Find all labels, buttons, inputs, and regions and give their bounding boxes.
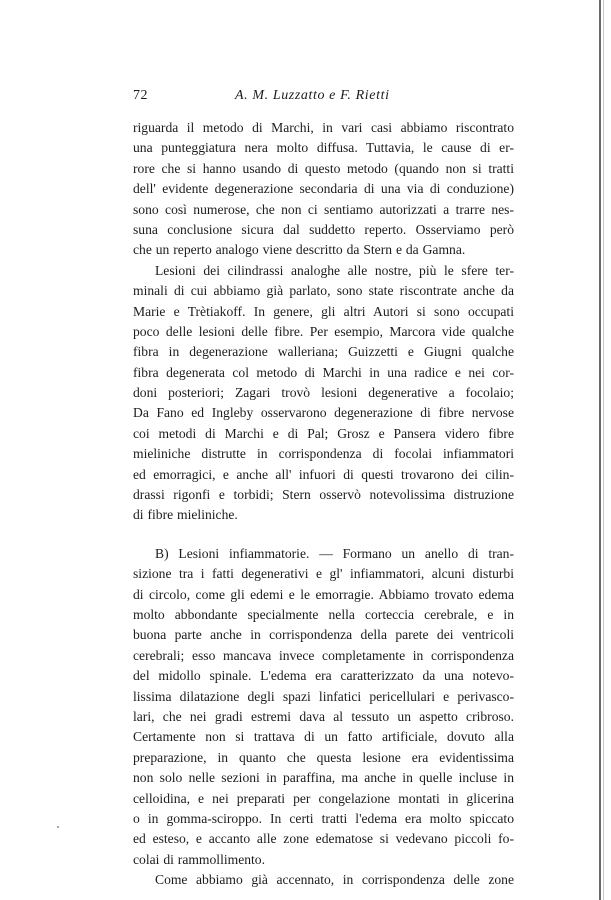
section-gap xyxy=(133,526,514,544)
text-line: o in gomma-sciroppo. In certi tratti l'edema era molto spiccato xyxy=(133,810,514,826)
text-line: suna conclusione sicura dal suddetto reperto. Osserviamo però xyxy=(133,221,514,237)
page-header xyxy=(133,88,514,110)
text-line: cerebrali; esso mancava invece completamente in corrispondenza xyxy=(133,647,514,663)
page-edge-shadow xyxy=(599,0,601,900)
text-line: sizione tra i fatti degenerativi e gl' infiammatori, alcuni disturbi xyxy=(133,566,514,582)
text-line: coi metodi di Marchi e di Pal; Grosz e Pansera videro fibre xyxy=(133,425,514,441)
text-line: che un reperto analogo viene descritto da Stern e da Gamna. xyxy=(133,242,466,258)
running-head: A. M. Luzzatto e F. Rietti xyxy=(235,88,390,103)
text-line: rore che si hanno usando di questo metodo (quando non si tratti xyxy=(133,160,514,176)
text-line: drassi rigonfi e torbidi; Stern osservò notevolissima distruzione xyxy=(133,487,514,503)
text-line: del midollo spinale. L'edema era caratterizzato da una notevo- xyxy=(133,668,514,684)
text-line: fibra degenerata col metodo di Marchi in una radice e nei cor- xyxy=(133,364,514,380)
page-edge-shadow-inner xyxy=(603,0,604,900)
text-line: doni posteriori; Zagari trovò lesioni degenerative a focolaio; xyxy=(133,385,514,401)
text-line: lari, che nei gradi estremi dava al tessuto un aspetto cribroso. xyxy=(133,708,514,724)
text-line: Certamente non si trattava di un fatto artificiale, dovuto alla xyxy=(133,729,514,745)
text-line: non solo nelle sezioni in paraffina, ma anche in quelle incluse in xyxy=(133,770,514,786)
text-line: minali di cui abbiamo già parlato, sono state riscontrate anche da xyxy=(133,283,514,299)
text-line: una punteggiatura nera molto diffusa. Tuttavia, le cause di er- xyxy=(133,140,514,156)
text-line: buona parte anche in corrispondenza della parete dei ventricoli xyxy=(133,627,514,643)
paragraph-3 xyxy=(133,544,514,870)
page-number: 72 xyxy=(133,88,148,103)
body-text xyxy=(133,118,514,890)
text-line: mieliniche distrutte in corrispondenza di focolai infiammatori xyxy=(133,446,514,462)
text-line: molto abbondante specialmente nella corteccia cerebrale, e in xyxy=(133,606,514,622)
text-line: lissima dilatazione degli spazi linfatici pericellulari e perivasco- xyxy=(133,688,514,704)
text-line: ed emorragici, e anche all' infuori di questi trovarono dei cilin- xyxy=(133,466,514,482)
section-heading-line: B) Lesioni infiammatorie. — Formano un anello di tran- xyxy=(155,545,514,561)
text-line: Da Fano ed Ingleby osservarono degenerazione di fibre nervose xyxy=(133,405,514,421)
scan-speck xyxy=(57,826,59,828)
text-line: dell' evidente degenerazione secondaria di una via di conduzione) xyxy=(133,181,514,197)
text-line: di circolo, come gli edemi e le emorragie. Abbiamo trovato edema xyxy=(133,586,514,602)
text-line: di fibre mieliniche. xyxy=(133,507,238,523)
text-line: sono così numerose, che non ci sentiamo autorizzati a trarre nes- xyxy=(133,201,514,217)
paragraph-4 xyxy=(133,870,514,890)
text-line: Lesioni dei cilindrassi analoghe alle nostre, più le sfere ter- xyxy=(155,262,514,278)
text-line: Marie e Trètiakoff. In genere, gli altri Autori si sono occupati xyxy=(133,303,514,319)
text-line: riguarda il metodo di Marchi, in vari casi abbiamo riscontrato xyxy=(133,120,514,135)
paragraph-2 xyxy=(133,261,514,526)
text-line: colai di rammollimento. xyxy=(133,851,265,867)
text-line: celloidina, e nei preparati per congelazione montati in glicerina xyxy=(133,790,514,806)
text-line: preparazione, in quanto che questa lesione era evidentissima xyxy=(133,749,514,765)
text-line: fibra in degenerazione walleriana; Guizzetti e Giugni qualche xyxy=(133,344,514,360)
text-line: ed esteso, e accanto alle zone edematose si vedevano piccoli fo- xyxy=(133,831,514,847)
text-line: poco delle lesioni delle fibre. Per esempio, Marcora vide qualche xyxy=(133,323,514,339)
text-line: Come abbiamo già accennato, in corrispondenza delle zone xyxy=(155,872,514,888)
paragraph-1 xyxy=(133,118,514,261)
